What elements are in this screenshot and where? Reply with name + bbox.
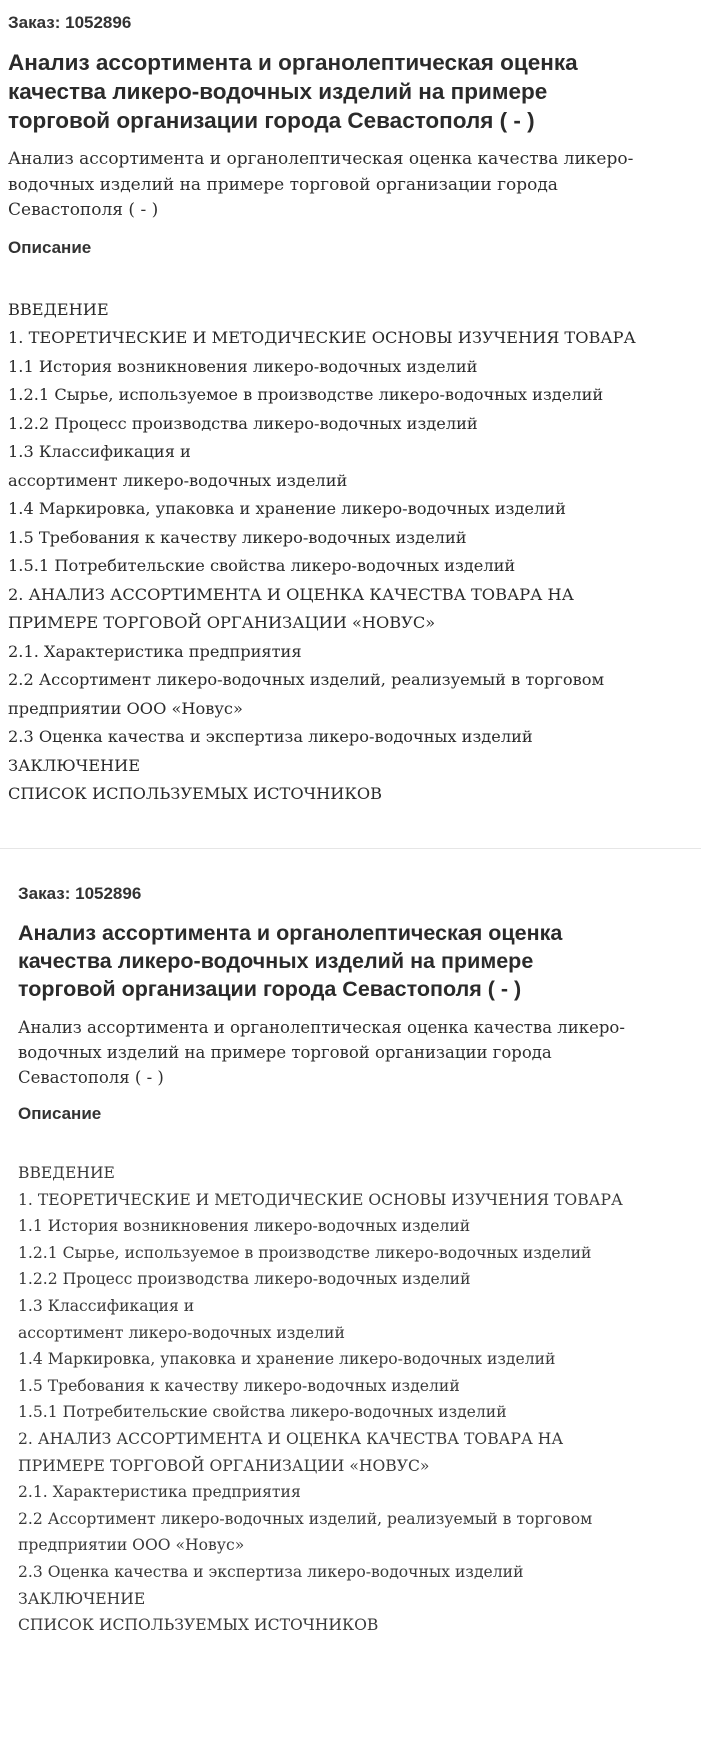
toc-item: СПИСОК ИСПОЛЬЗУЕМЫХ ИСТОЧНИКОВ [8,784,383,803]
subtitle-line: Севастополя ( - ) [8,200,159,220]
table-of-contents [18,1160,701,1639]
toc-item: ПРИМЕРЕ ТОРГОВОЙ ОРГАНИЗАЦИИ «НОВУС» [18,1456,430,1475]
toc-item: 1.5.1 Потребительские свойства ликеро-водочных изделий [18,1403,507,1422]
toc-item: 1.2.2 Процесс производства ликеро-водочных изделий [8,413,478,433]
subtitle-line: водочных изделий на примере торговой организации города [8,174,558,195]
toc-item: 2. АНАЛИЗ АССОРТИМЕНТА И ОЦЕНКА КАЧЕСТВА ТОВАРА НА [18,1429,564,1448]
toc-item: СПИСОК ИСПОЛЬЗУЕМЫХ ИСТОЧНИКОВ [18,1616,379,1635]
subtitle-line: Анализ ассортимента и органолептическая оценка качества ликеро- [18,1018,625,1037]
subtitle-line: Анализ ассортимента и органолептическая оценка качества ликеро- [8,149,634,169]
toc-item: ПРИМЕРЕ ТОРГОВОЙ ОРГАНИЗАЦИИ «НОВУС» [8,613,436,632]
title-line: Анализ ассортимента и органолептическая оценка [8,50,578,75]
toc-item: 1.1 История возникновения ликеро-водочных изделий [8,356,478,376]
subtitle-line: водочных изделий на примере торговой организации города [18,1043,552,1062]
toc-item: ассортимент ликеро-водочных изделий [18,1323,345,1342]
title-line: Анализ ассортимента и органолептическая оценка [18,921,563,945]
page-title [8,48,688,135]
title-line: качества ликеро-водочных изделий на примере [8,79,548,104]
toc-item: 1.5.1 Потребительские свойства ликеро-водочных изделий [8,556,516,575]
toc-item: 1. ТЕОРЕТИЧЕСКИЕ И МЕТОДИЧЕСКИЕ ОСНОВЫ ИЗУЧЕНИЯ ТОВАРА [18,1190,623,1209]
toc-item: предприятии ООО «Новус» [18,1536,245,1555]
toc-item: 2.1. Характеристика предприятия [8,641,302,661]
subtitle-line: Севастополя ( - ) [18,1068,164,1087]
title-line: торговой организации города Севастополя ( - ) [8,108,535,133]
description-heading: Описание [8,237,92,257]
toc-item: ВВЕДЕНИЕ [8,299,109,319]
toc-item: 1.3 Классификация и [8,442,191,461]
subtitle [8,147,698,224]
toc-item: ЗАКЛЮЧЕНИЕ [8,755,141,775]
toc-item: 1.5 Требования к качеству ликеро-водочных изделий [8,527,467,547]
title-line: торговой организации города Севастополя ( - ) [18,977,522,1001]
toc-item: 1.2.2 Процесс производства ликеро-водочных изделий [18,1270,471,1289]
toc-item: 1.4 Маркировка, упаковка и хранение ликеро-водочных изделий [8,499,566,518]
order-block-repeat [0,848,701,1746]
toc-item: 2.2 Ассортимент ликеро-водочных изделий, реализуемый в торговом [8,670,605,689]
toc-item: 2.2 Ассортимент ликеро-водочных изделий, реализуемый в торговом [18,1509,593,1528]
toc-item: ВВЕДЕНИЕ [18,1164,115,1182]
toc-item: 2.1. Характеристика предприятия [18,1483,301,1502]
toc-item: 1.2.1 Сырье, используемое в производстве ликеро-водочных изделий [18,1243,592,1262]
order-block-primary [0,0,701,848]
table-of-contents [8,296,701,809]
toc-item: 1.1 История возникновения ликеро-водочных изделий [18,1217,471,1236]
toc-item: 2. АНАЛИЗ АССОРТИМЕНТА И ОЦЕНКА КАЧЕСТВА ТОВАРА НА [8,584,574,604]
toc-item: предприятии ООО «Новус» [8,698,243,718]
toc-item: 2.3 Оценка качества и экспертиза ликеро-водочных изделий [8,727,533,746]
toc-item: 2.3 Оценка качества и экспертиза ликеро-водочных изделий [18,1562,524,1581]
toc-item: 1.5 Требования к качеству ликеро-водочных изделий [18,1376,460,1395]
toc-item: 1.3 Классификация и [18,1296,195,1315]
subtitle [18,1015,701,1090]
toc-item: 1.2.1 Сырье, используемое в производстве ликеро-водочных изделий [8,385,604,404]
toc-item: ассортимент ликеро-водочных изделий [8,470,348,490]
toc-item: 1.4 Маркировка, упаковка и хранение ликеро-водочных изделий [18,1350,556,1369]
order-number: Заказ: 1052896 [18,884,142,903]
page-title [18,919,698,1003]
toc-item: ЗАКЛЮЧЕНИЕ [18,1589,146,1608]
toc-item: 1. ТЕОРЕТИЧЕСКИЕ И МЕТОДИЧЕСКИЕ ОСНОВЫ ИЗУЧЕНИЯ ТОВАРА [8,328,636,347]
description-heading: Описание [18,1104,102,1123]
order-number: Заказ: 1052896 [8,13,132,32]
title-line: качества ликеро-водочных изделий на примере [18,949,534,973]
